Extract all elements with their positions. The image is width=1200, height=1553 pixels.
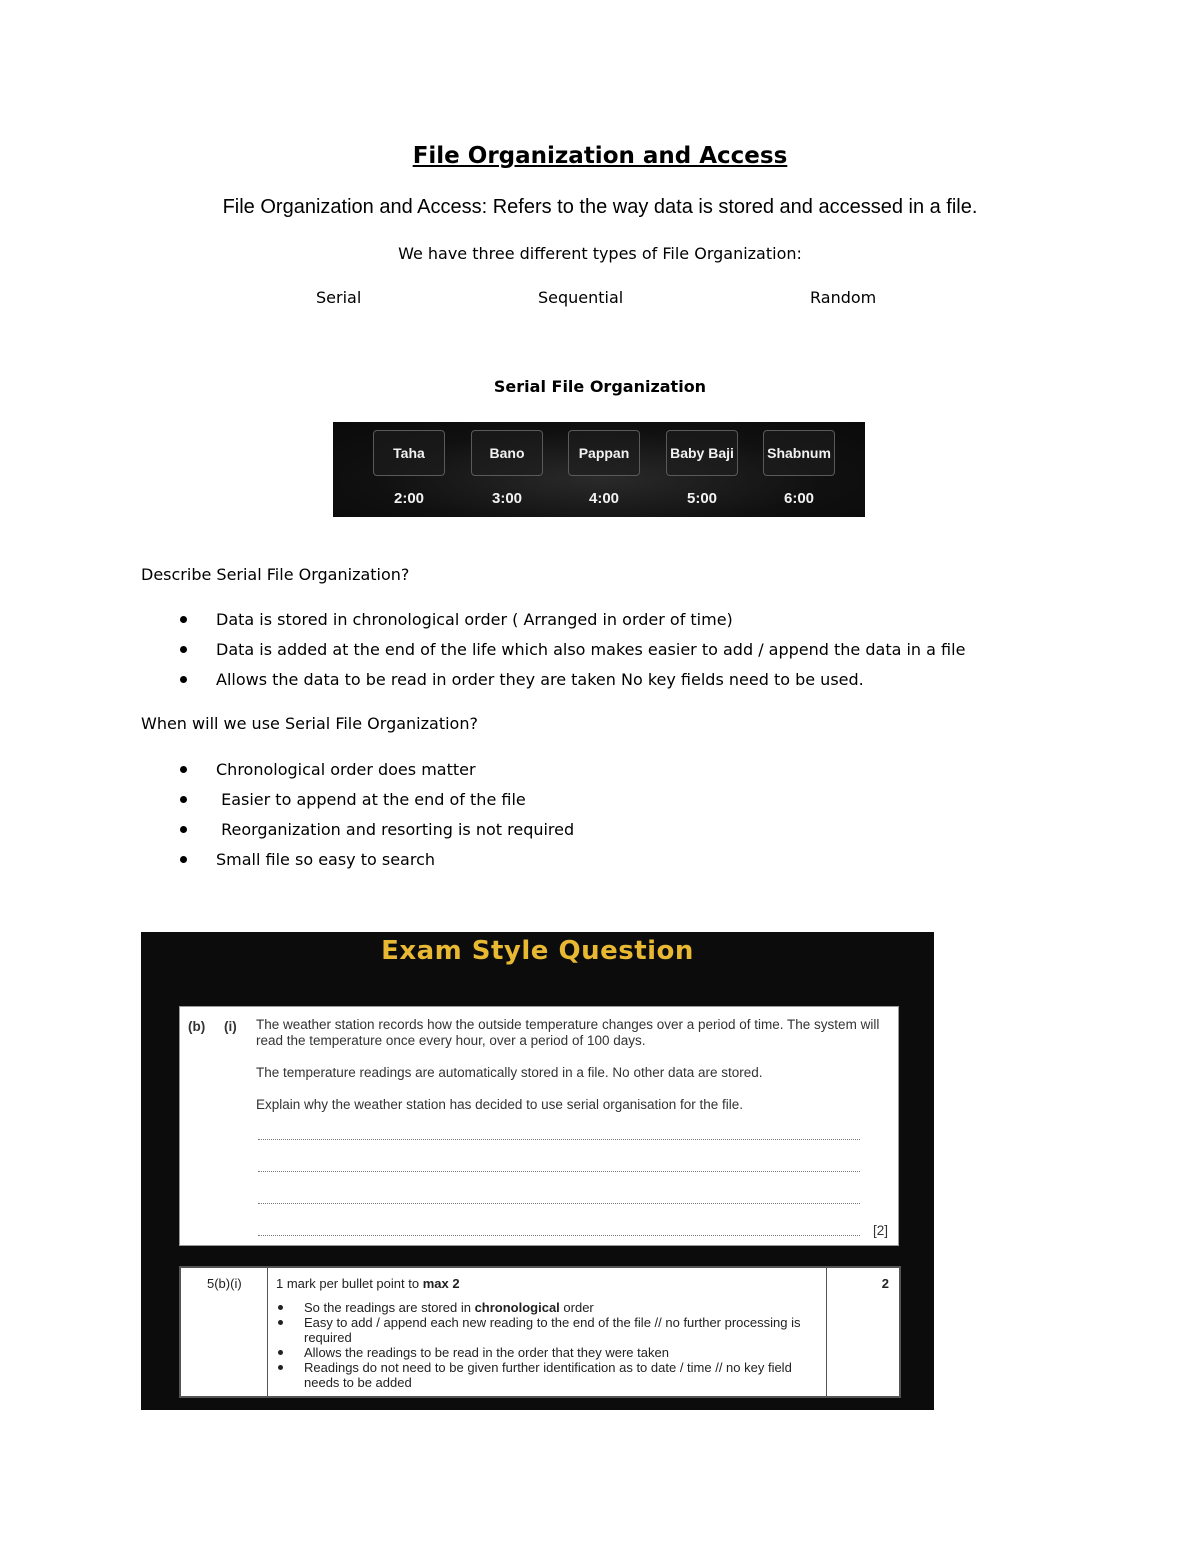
- bullet-icon: [278, 1350, 283, 1355]
- answer-line: [258, 1171, 860, 1172]
- record-name: Shabnum: [763, 430, 835, 476]
- type-sequential: Sequential: [538, 288, 624, 307]
- question-subpart: (i): [224, 1019, 237, 1034]
- record: [471, 430, 543, 507]
- record: [568, 430, 640, 507]
- record-time: 3:00: [491, 490, 523, 507]
- type-serial: Serial: [316, 288, 362, 307]
- bullet-icon: [180, 616, 187, 623]
- page-title: File Organization and Access: [412, 143, 788, 169]
- total-marks: 2: [881, 1276, 889, 1291]
- mark-scheme-list: [276, 1300, 814, 1390]
- describe-question: Describe Serial File Organization?: [141, 565, 410, 584]
- question-paragraph: Explain why the weather station has decided to use serial organisation for the file.: [256, 1097, 744, 1112]
- question-part: (b): [188, 1019, 206, 1034]
- bullet-icon: [180, 856, 187, 863]
- bullet-icon: [278, 1365, 283, 1370]
- bullet-icon: [180, 676, 187, 683]
- bullet-icon: [278, 1305, 283, 1310]
- bullet-icon: [180, 646, 187, 653]
- list-item: Easy to add / append each new reading to the end of the file // no further processing is required: [276, 1315, 814, 1345]
- record-time: 2:00: [393, 490, 425, 507]
- record: [763, 430, 835, 507]
- definition-text: File Organization and Access: Refers to the way data is stored and accessed in a file.: [222, 196, 978, 218]
- question-ref: 5(b)(i): [207, 1276, 242, 1291]
- answer-line: [258, 1139, 860, 1140]
- list-item-text: Reorganization and resorting is not required: [216, 820, 575, 839]
- mark-scheme-table: [179, 1266, 901, 1398]
- record-time: 6:00: [783, 490, 815, 507]
- bullet-icon: [180, 796, 187, 803]
- list-item: Allows the readings to be read in the order that they were taken: [276, 1345, 814, 1360]
- list-item-text: Allows the data to be read in order they are taken No key fields need to be used.: [216, 670, 864, 689]
- bullet-icon: [180, 766, 187, 773]
- list-item-text: Chronological order does matter: [216, 760, 476, 779]
- bullet-icon: [278, 1320, 283, 1325]
- record-name: Bano: [471, 430, 543, 476]
- record-name: Pappan: [568, 430, 640, 476]
- question-box: [179, 1006, 899, 1246]
- exam-panel: [141, 932, 934, 1410]
- record-name: Baby Baji: [666, 430, 738, 476]
- record-name: Taha: [373, 430, 445, 476]
- question-paragraph: The temperature readings are automatically stored in a file. No other data are stored.: [256, 1065, 763, 1080]
- exam-title: Exam Style Question: [381, 936, 694, 966]
- mark-scheme-ref-cell: [181, 1268, 268, 1396]
- list-item-text: Small file so easy to search: [216, 850, 436, 869]
- list-item: Readings do not need to be given further identification as to date / time // no key field needs to be added: [276, 1360, 814, 1390]
- mark-scheme-marks-cell: [827, 1268, 899, 1396]
- serial-heading: Serial File Organization: [493, 377, 707, 396]
- type-random: Random: [810, 288, 877, 307]
- bullet-icon: [180, 826, 187, 833]
- answer-line: [258, 1235, 860, 1236]
- list-item: So the readings are stored in chronological order: [276, 1300, 814, 1315]
- serial-diagram: [333, 422, 865, 517]
- intro-text: We have three different types of File Organization:: [398, 244, 802, 263]
- mark-scheme-answer-cell: [268, 1268, 827, 1396]
- when-question: When will we use Serial File Organization?: [141, 714, 478, 733]
- list-item-text: Data is added at the end of the life which also makes easier to add / append the data in a file: [216, 640, 966, 659]
- list-item-text: Data is stored in chronological order ( Arranged in order of time): [216, 610, 733, 629]
- record-time: 5:00: [686, 490, 718, 507]
- question-paragraph: The weather station records how the outside temperature changes over a period of time. The system will read the temperature once every hour, over a period of 100 days.: [256, 1017, 880, 1048]
- list-item-text: Easier to append at the end of the file: [216, 790, 526, 809]
- record: [666, 430, 738, 507]
- answer-line: [258, 1203, 860, 1204]
- mark-scheme-heading: 1 mark per bullet point to max 2: [276, 1276, 460, 1291]
- record: [373, 430, 445, 507]
- marks-label: [2]: [872, 1223, 888, 1238]
- record-time: 4:00: [588, 490, 620, 507]
